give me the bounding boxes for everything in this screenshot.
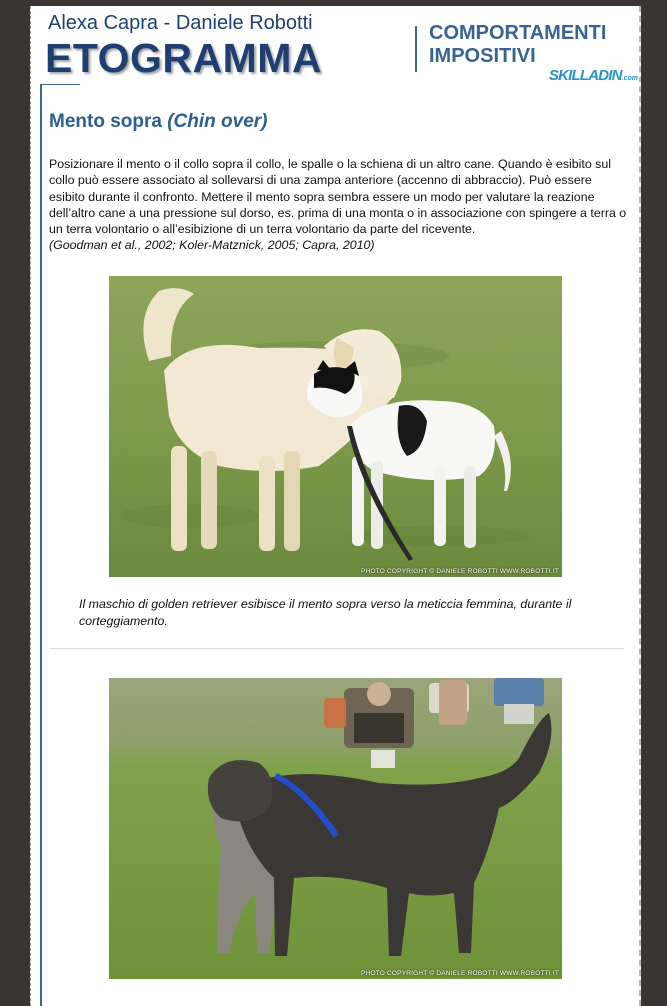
section-separator [49,648,624,649]
authors: Alexa Capra - Daniele Robotti [48,12,313,34]
photo-caption: Il maschio di golden retriever esibisce il mento sopra verso la meticcia femmina, durante il corteggiamento. [79,597,572,628]
page-header [31,6,639,90]
photo-two-scruffy-dogs [109,678,562,979]
description-text: Posizionare il mento o il collo sopra il collo, le spalle o la schiena di un altro cane. Quando è esibito sul collo può essere associato al sollevarsi di una zampa anteriore (accenno di abbraccio). Può essere esibito durante il confronto. Mettere il mento sopra sembra essere un modo per valutare la reazione dell’altro cane a una pressione sul dorso, es. prima di una monta o in associazione con spingere a terra o un terra volontario o all’esibizione di un terra volontario da parte del ricevente. [49,157,627,237]
logo-suffix: .com [621,75,638,82]
photo-2-illustration [109,678,562,979]
photo-golden-retriever-and-mix [109,276,562,577]
chapter-title [429,22,606,68]
content-rule [40,84,80,85]
chapter-title-line-1: COMPORTAMENTI [429,22,607,44]
entry-title-italian: Mento sopra [49,111,162,132]
skilladin-logo [549,67,638,84]
citation: (Goodman et al., 2002; Koler-Matznick, 2005; Capra, 2010) [49,238,375,253]
chapter-title-line-2: IMPOSITIVI [429,45,536,67]
header-divider [415,26,417,72]
document-page [30,6,641,1006]
entry-title-english: (Chin over) [167,111,268,132]
logo-text: SKILLADIN [548,67,622,84]
entry-description [49,156,629,254]
photo-credit: PHOTO COPYRIGHT © DANIELE ROBOTTI WWW.ROBOTTI.IT [361,568,559,575]
book-title: ETOGRAMMA [45,35,323,81]
photo-1-illustration [109,276,562,577]
entry-title [49,111,268,133]
content-margin-line [40,84,42,1006]
photo-credit: PHOTO COPYRIGHT © DANIELE ROBOTTI WWW.ROBOTTI.IT [361,970,559,977]
